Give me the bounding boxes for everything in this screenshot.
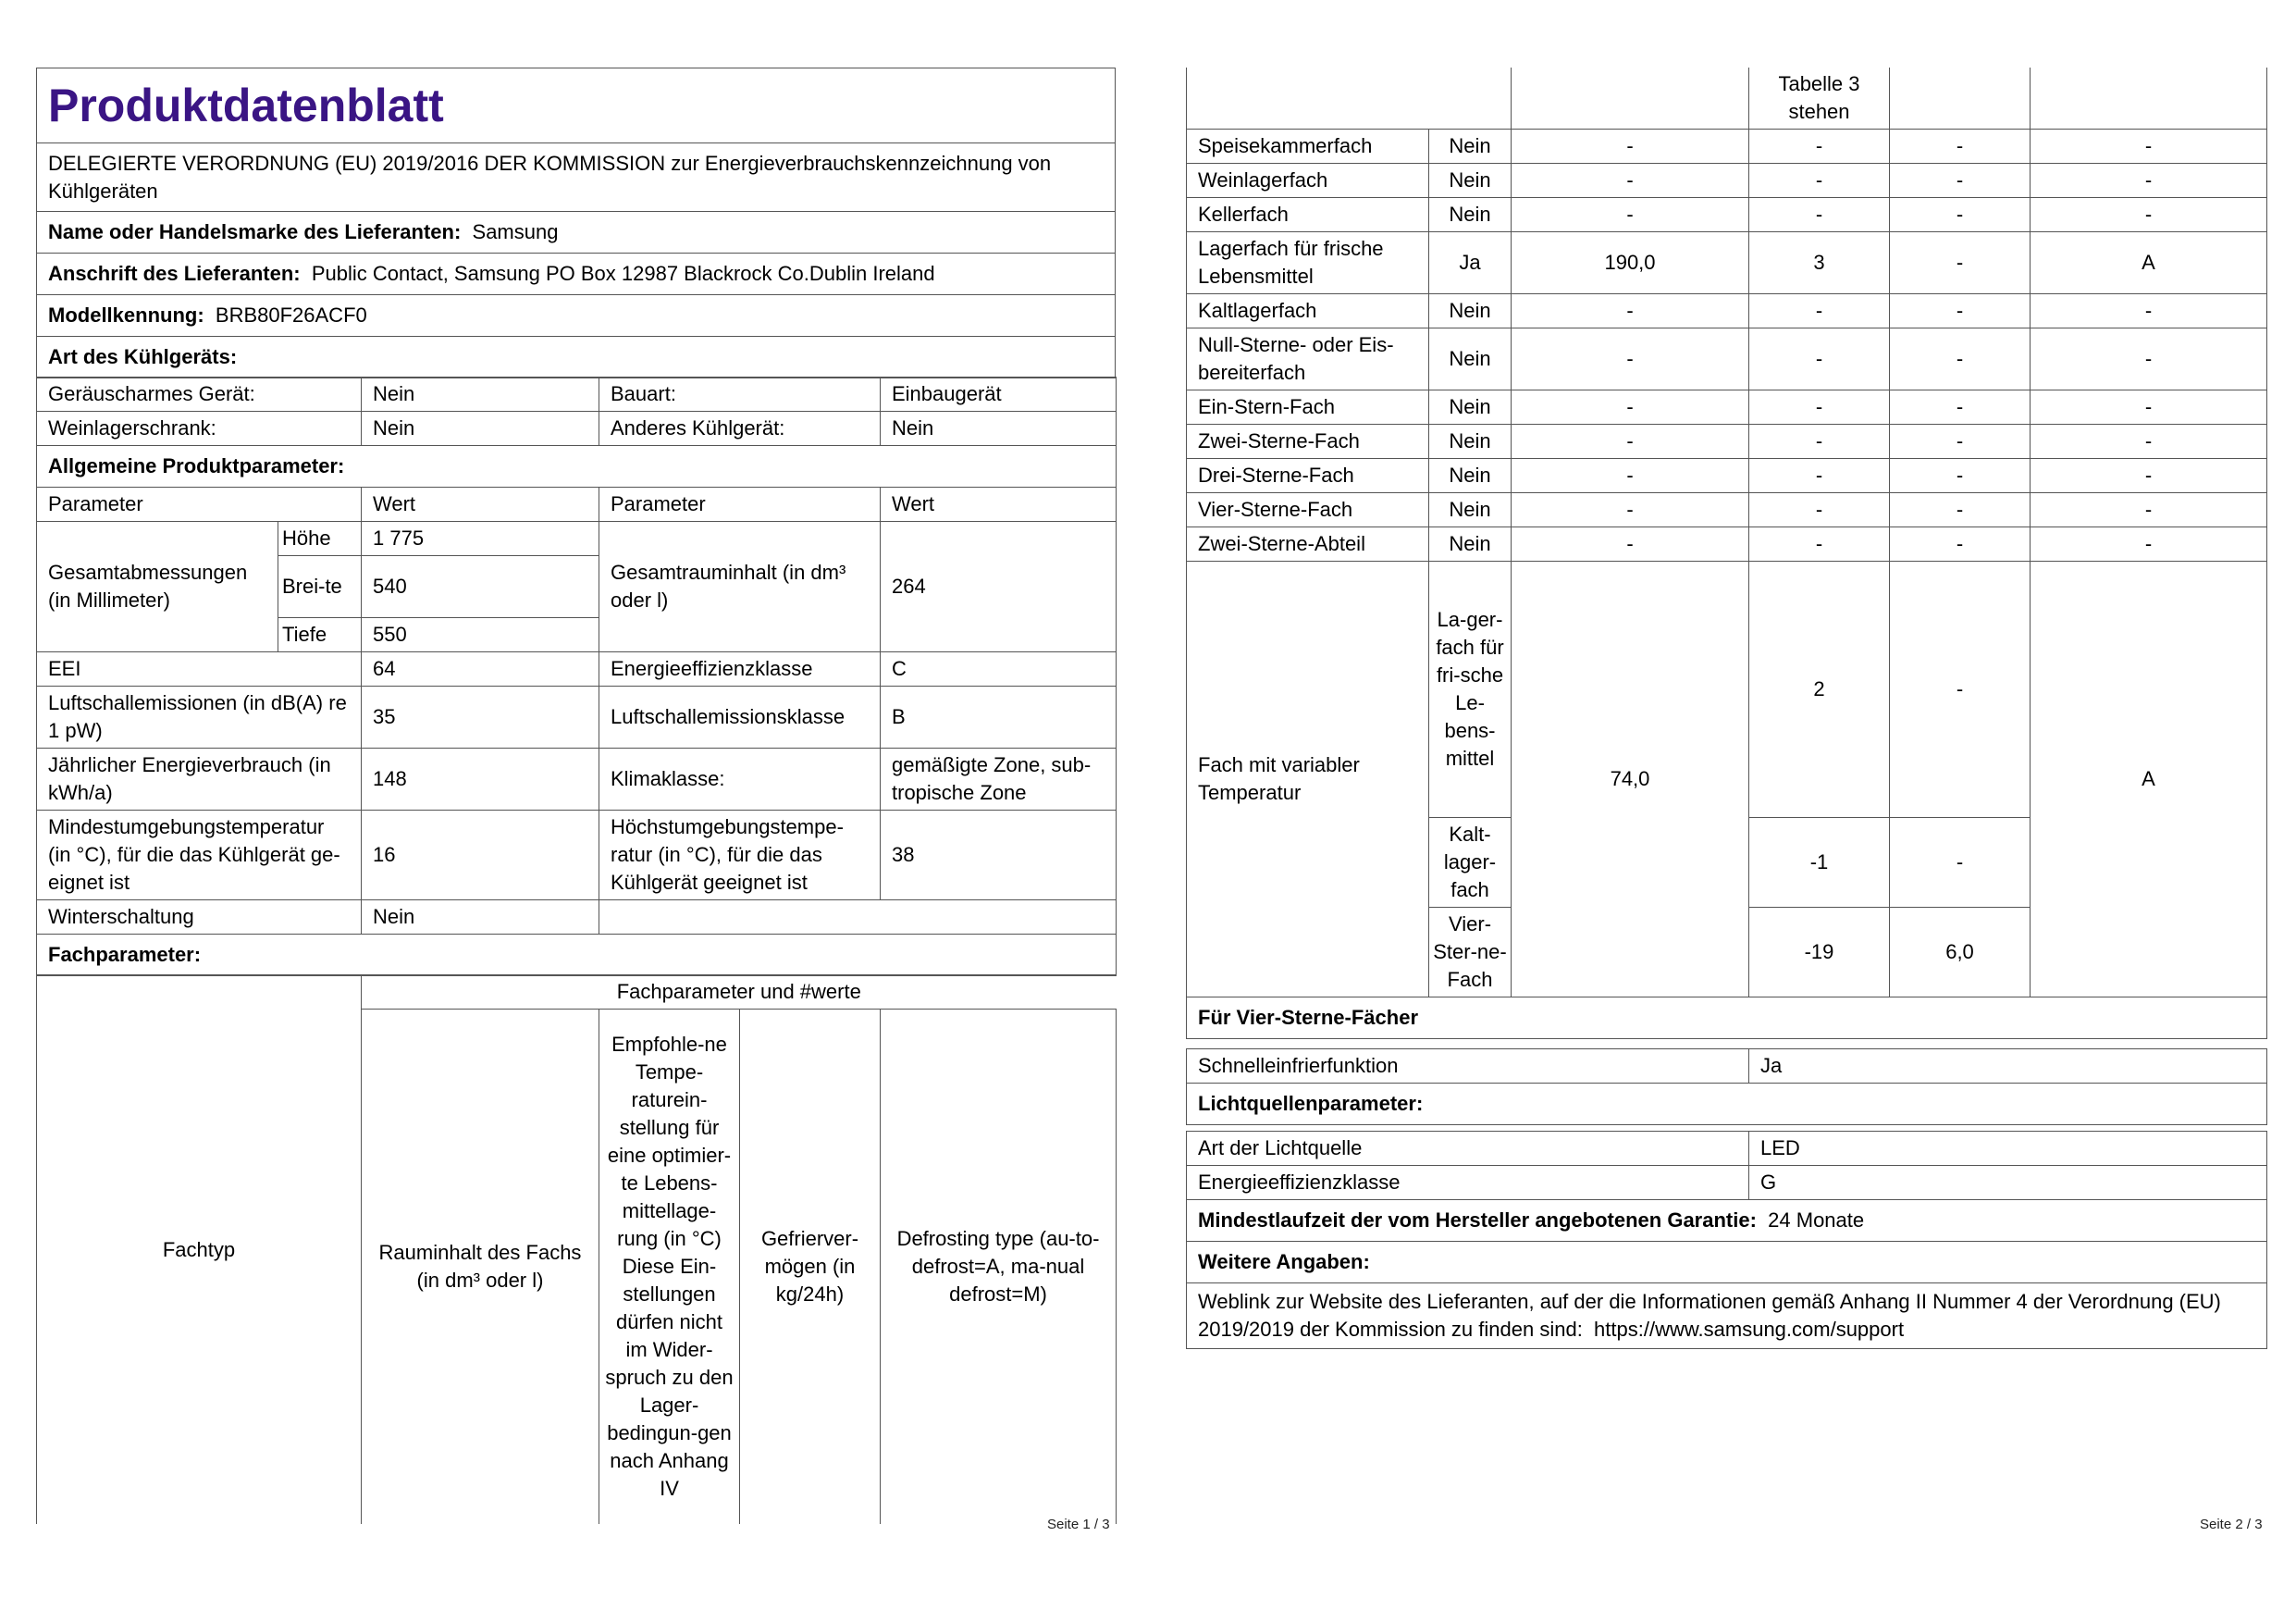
max-temp-label: Höchstumgebungstempe-ratur (in °C), für die das Kühlgerät geeignet ist (599, 810, 881, 899)
compartment-defrost: - (2031, 527, 2267, 562)
col-volume: Rauminhalt des Fachs (in dm³ oder l) (362, 1010, 599, 1525)
type-heading: Art des Kühlgeräts: (37, 337, 1116, 378)
supplier-name-row (37, 212, 1116, 254)
light-class-label: Energieeffizienzklasse (1187, 1166, 1749, 1200)
compartment-defrost: - (2031, 493, 2267, 527)
variable-sub-1-temp: 2 (1749, 562, 1890, 818)
compartment-type: Null-Sterne- oder Eis-bereiterfach (1187, 328, 1429, 390)
model-value: BRB80F26ACF0 (215, 304, 367, 327)
col-temp-b: Diese Ein-stellungen dürfen nicht im Wider-spruch zu den Lager-bedingun-gen nach Anhang IV (605, 1255, 734, 1501)
page-2-footer: Seite 2 / 3 (2200, 1517, 2263, 1532)
compartment-freeze: - (1890, 198, 2031, 232)
continuation-text: Tabelle 3 stehen (1749, 68, 1890, 130)
compartment-volume: - (1512, 390, 1749, 425)
compartment-temp: - (1749, 164, 1890, 198)
light-type-value: LED (1749, 1132, 2267, 1166)
compartment-defrost: - (2031, 425, 2267, 459)
compartment-volume: - (1512, 493, 1749, 527)
energy-label: Jährlicher Energieverbrauch (in kWh/a) (37, 748, 362, 810)
height-value: 1 775 (362, 521, 599, 555)
warranty-row (1187, 1200, 2267, 1242)
compartment-volume: - (1512, 294, 1749, 328)
compartment-temp: - (1749, 459, 1890, 493)
compartment-freeze: - (1890, 390, 2031, 425)
compartment-present: Nein (1429, 493, 1512, 527)
compartment-volume: - (1512, 328, 1749, 390)
wine-value: Nein (362, 412, 599, 446)
fach-params-header: Fachparameter und #werte (362, 975, 1117, 1010)
volume-value: 264 (881, 521, 1117, 651)
type-table (36, 377, 1117, 488)
compartment-freeze: - (1890, 527, 2031, 562)
supplier-address-value: Public Contact, Samsung PO Box 12987 Blackrock Co.Dublin Ireland (311, 262, 935, 285)
width-label: Brei-te (278, 555, 362, 617)
compartment-freeze: - (1890, 130, 2031, 164)
compartment-freeze: - (1890, 328, 2031, 390)
depth-label: Tiefe (278, 617, 362, 651)
col-param-left: Parameter (37, 487, 362, 521)
cont-blank-4 (2031, 68, 2267, 130)
compartment-row (1187, 425, 2267, 459)
col-value-left: Wert (362, 487, 599, 521)
other-label: Anderes Kühlgerät: (599, 412, 881, 446)
warranty-label: Mindestlaufzeit der vom Hersteller angebotenen Garantie: (1198, 1208, 1757, 1232)
variable-sub-1-label: La-ger-fach für fri-sche Le-bens-mittel (1429, 562, 1512, 818)
min-temp-label: Mindestumgebungstemperatur (in °C), für die das Kühlgerät ge-eignet ist (37, 810, 362, 899)
width-value: 540 (362, 555, 599, 617)
wine-label: Weinlagerschrank: (37, 412, 362, 446)
compartment-row (1187, 527, 2267, 562)
compartment-volume: - (1512, 459, 1749, 493)
compartment-freeze: - (1890, 164, 2031, 198)
variable-sub-2-temp: -1 (1749, 818, 1890, 908)
page-2 (1186, 68, 2267, 1349)
compartment-freeze: - (1890, 493, 2031, 527)
cont-blank-1 (1187, 68, 1512, 130)
page-title: Produktdatenblatt (48, 80, 444, 131)
compartment-temp: 3 (1749, 232, 1890, 294)
compartment-temp: - (1749, 130, 1890, 164)
weblink-row (1187, 1283, 2267, 1349)
height-label: Höhe (278, 521, 362, 555)
min-temp-value: 16 (362, 810, 599, 899)
low-noise-label: Geräuscharmes Gerät: (37, 378, 362, 412)
supplier-address-label: Anschrift des Lieferanten: (48, 262, 301, 285)
winter-value: Nein (362, 899, 599, 934)
col-temp (599, 1010, 740, 1525)
compartment-volume: - (1512, 527, 1749, 562)
eei-value: 64 (362, 651, 599, 686)
page-1-footer: Seite 1 / 3 (1047, 1517, 1110, 1532)
compartment-table (1186, 68, 2267, 1039)
variable-sub-3-freeze: 6,0 (1890, 908, 2031, 997)
light-type-label: Art der Lichtquelle (1187, 1132, 1749, 1166)
compartment-temp: - (1749, 493, 1890, 527)
compartment-defrost: - (2031, 130, 2267, 164)
compartment-type: Zwei-Sterne-Abteil (1187, 527, 1429, 562)
weblink-text: Weblink zur Website des Lieferanten, auf der die Informationen gemäß Anhang II Nummer 4 der Verordnung (EU) 2019/2019 der Kommission zu finden sind: (1198, 1290, 2221, 1341)
col-param-right: Parameter (599, 487, 881, 521)
light-heading: Lichtquellenparameter: (1187, 1084, 2267, 1125)
other-value: Nein (881, 412, 1117, 446)
supplier-address-row (37, 254, 1116, 295)
climate-value: gemäßigte Zone, sub-tropische Zone (881, 748, 1117, 810)
compartment-type: Vier-Sterne-Fach (1187, 493, 1429, 527)
compartment-type: Kaltlagerfach (1187, 294, 1429, 328)
depth-value: 550 (362, 617, 599, 651)
regulation-text: DELEGIERTE VERORDNUNG (EU) 2019/2016 DER KOMMISSION zur Energieverbrauchskennzeichnung von Kühlgeräten (37, 143, 1116, 212)
compartment-present: Nein (1429, 164, 1512, 198)
eclass-value: C (881, 651, 1117, 686)
compartment-type: Speisekammerfach (1187, 130, 1429, 164)
model-row (37, 295, 1116, 337)
col-freeze: Gefrierver-mögen (in kg/24h) (740, 1010, 881, 1525)
cont-blank-2 (1512, 68, 1749, 130)
energy-value: 148 (362, 748, 599, 810)
compartment-type: Ein-Stern-Fach (1187, 390, 1429, 425)
compartment-row (1187, 390, 2267, 425)
noise-label: Luftschallemissionen (in dB(A) re 1 pW) (37, 686, 362, 748)
compartment-present: Nein (1429, 459, 1512, 493)
volume-label: Gesamtrauminhalt (in dm³ oder l) (599, 521, 881, 651)
light-class-value: G (1749, 1166, 2267, 1200)
col-temp-a: Empfohle-ne Tempe-raturein-stellung für eine optimier-te Lebens-mittellage-rung (in °C) (607, 1033, 732, 1251)
compartment-present: Nein (1429, 390, 1512, 425)
max-temp-value: 38 (881, 810, 1117, 899)
further-heading: Weitere Angaben: (1187, 1242, 2267, 1283)
fast-freeze-value: Ja (1749, 1049, 2267, 1084)
compartment-volume: - (1512, 164, 1749, 198)
light-table (1186, 1131, 2267, 1349)
supplier-name-value: Samsung (472, 220, 559, 243)
general-params-table (36, 487, 1117, 976)
compartment-defrost: - (2031, 328, 2267, 390)
compartment-defrost: - (2031, 294, 2267, 328)
supplier-name-label: Name oder Handelsmarke des Lieferanten: (48, 220, 462, 243)
compartment-row (1187, 328, 2267, 390)
compartment-volume: - (1512, 198, 1749, 232)
compartment-present: Nein (1429, 294, 1512, 328)
general-heading: Allgemeine Produktparameter: (37, 446, 1117, 488)
four-star-heading: Für Vier-Sterne-Fächer (1187, 997, 2267, 1039)
compartment-present: Nein (1429, 328, 1512, 390)
variable-sub-3-temp: -19 (1749, 908, 1890, 997)
compartment-row (1187, 232, 2267, 294)
variable-defrost: A (2031, 562, 2267, 997)
dims-label: Gesamtabmessungen (in Millimeter) (37, 521, 278, 651)
design-label: Bauart: (599, 378, 881, 412)
compartment-present: Nein (1429, 198, 1512, 232)
empty-cell (599, 899, 1117, 934)
compartment-type: Weinlagerfach (1187, 164, 1429, 198)
col-value-right: Wert (881, 487, 1117, 521)
noise-value: 35 (362, 686, 599, 748)
col-fachtyp: Fachtyp (37, 975, 362, 1525)
compartment-freeze: - (1890, 232, 2031, 294)
compartment-header-table (36, 974, 1117, 1524)
compartment-present: Nein (1429, 527, 1512, 562)
weblink-url[interactable]: https://www.samsung.com/support (1594, 1318, 1905, 1341)
compartment-row (1187, 294, 2267, 328)
compartment-temp: - (1749, 425, 1890, 459)
compartment-volume: 190,0 (1512, 232, 1749, 294)
warranty-value: 24 Monate (1768, 1208, 1865, 1232)
climate-label: Klimaklasse: (599, 748, 881, 810)
compartment-row (1187, 130, 2267, 164)
variable-sub-2-freeze: - (1890, 818, 2031, 908)
compartment-temp: - (1749, 294, 1890, 328)
compartment-defrost: - (2031, 459, 2267, 493)
design-value: Einbaugerät (881, 378, 1117, 412)
compartment-freeze: - (1890, 459, 2031, 493)
compartment-present: Ja (1429, 232, 1512, 294)
compartment-row (1187, 459, 2267, 493)
compartment-type: Kellerfach (1187, 198, 1429, 232)
compartment-temp: - (1749, 198, 1890, 232)
fast-freeze-label: Schnelleinfrierfunktion (1187, 1049, 1749, 1084)
compartment-volume: - (1512, 130, 1749, 164)
compartment-row (1187, 164, 2267, 198)
variable-sub-2-label: Kalt-lager-fach (1429, 818, 1512, 908)
compartment-rows (1187, 130, 2267, 562)
model-label: Modellkennung: (48, 304, 204, 327)
compartment-row (1187, 198, 2267, 232)
variable-sub-3-label: Vier-Ster-ne-Fach (1429, 908, 1512, 997)
compartment-freeze: - (1890, 425, 2031, 459)
col-defrost: Defrosting type (au-to-defrost=A, ma-nual defrost=M) (881, 1010, 1117, 1525)
compartment-type: Zwei-Sterne-Fach (1187, 425, 1429, 459)
page-1 (36, 68, 1117, 1524)
compartment-temp: - (1749, 328, 1890, 390)
variable-type: Fach mit variabler Temperatur (1187, 562, 1429, 997)
compartment-heading: Fachparameter: (37, 934, 1117, 975)
eei-label: EEI (37, 651, 362, 686)
variable-volume: 74,0 (1512, 562, 1749, 997)
compartment-freeze: - (1890, 294, 2031, 328)
noise-class-value: B (881, 686, 1117, 748)
noise-class-label: Luftschallemissionsklasse (599, 686, 881, 748)
compartment-present: Nein (1429, 130, 1512, 164)
low-noise-value: Nein (362, 378, 599, 412)
compartment-volume: - (1512, 425, 1749, 459)
compartment-defrost: - (2031, 198, 2267, 232)
extra-table (1186, 1048, 2267, 1125)
compartment-present: Nein (1429, 425, 1512, 459)
compartment-temp: - (1749, 390, 1890, 425)
compartment-type: Drei-Sterne-Fach (1187, 459, 1429, 493)
compartment-defrost: - (2031, 164, 2267, 198)
compartment-defrost: A (2031, 232, 2267, 294)
cont-blank-3 (1890, 68, 2031, 130)
compartment-temp: - (1749, 527, 1890, 562)
eclass-label: Energieeffizienzklasse (599, 651, 881, 686)
compartment-type: Lagerfach für frische Lebensmittel (1187, 232, 1429, 294)
compartment-row (1187, 493, 2267, 527)
compartment-defrost: - (2031, 390, 2267, 425)
variable-sub-1-freeze: - (1890, 562, 2031, 818)
header-table (36, 68, 1116, 378)
winter-label: Winterschaltung (37, 899, 362, 934)
